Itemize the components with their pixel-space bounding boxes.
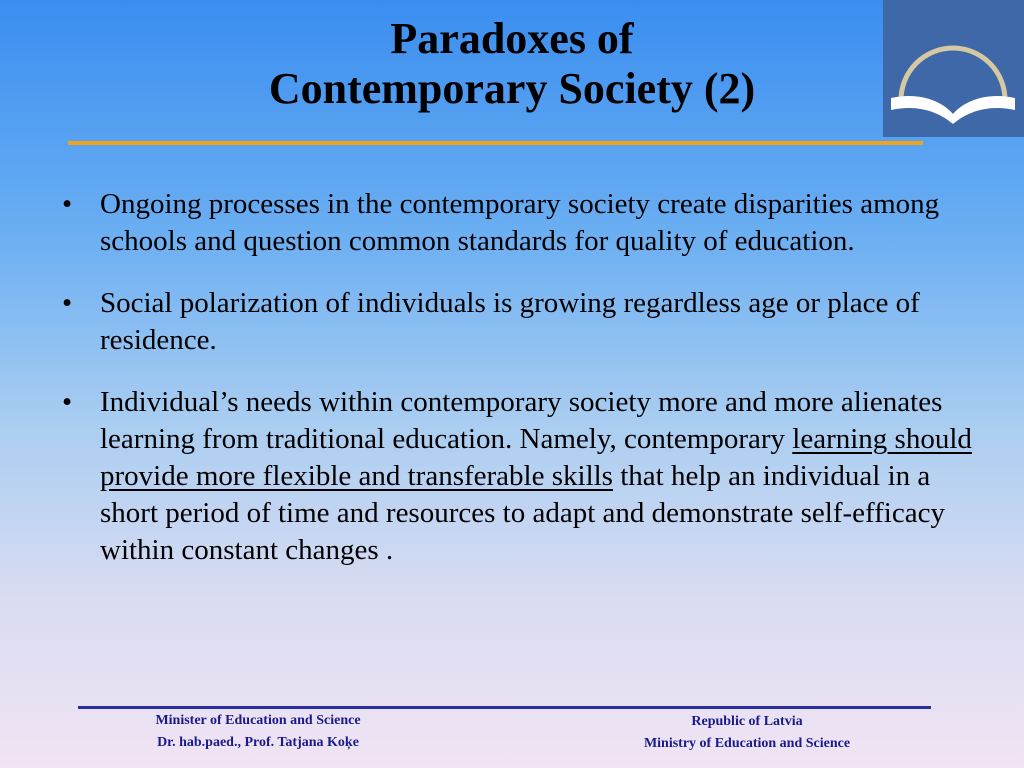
footer-minister-title: Minister of Education and Science [155, 713, 361, 728]
footer-country: Republic of Latvia [691, 714, 803, 729]
bullet-text-after: that help an individual in a short period of time and resources to adapt and demonstrate self-efficacy within constant changes . [100, 460, 945, 566]
bullet-marker: • [62, 386, 73, 418]
footer-minister [118, 710, 398, 754]
bullet-text: Ongoing processes in the contemporary society create disparities among schools and question common standards for quality of education. [100, 188, 940, 257]
bullet-marker: • [62, 287, 73, 319]
bullet-text-underlined: learning should provide more flexible and transferable skills [100, 423, 972, 492]
bullet-list [62, 186, 972, 594]
slide-title [0, 14, 1024, 114]
slide-title-line1: Paradoxes of [390, 14, 634, 63]
bullet-text-before: Individual’s needs within contemporary society more and more alienates learning from traditional education. Namely, contemporary [100, 386, 943, 455]
bullet-item [62, 384, 972, 569]
bullet-item [62, 186, 972, 260]
bullet-marker: • [62, 188, 73, 220]
ministry-logo-icon [883, 0, 1024, 137]
title-divider [68, 141, 923, 145]
footer-ministry-name: Ministry of Education and Science [643, 736, 851, 751]
bullet-text: Social polarization of individuals is growing regardless age or place of residence. [100, 287, 920, 356]
bullet-item [62, 285, 972, 359]
footer-ministry [612, 711, 882, 755]
footer-minister-name: Dr. hab.paed., Prof. Tatjana Koķe [157, 735, 359, 750]
footer-divider [78, 706, 931, 709]
slide-title-line2: Contemporary Society (2) [268, 64, 756, 113]
